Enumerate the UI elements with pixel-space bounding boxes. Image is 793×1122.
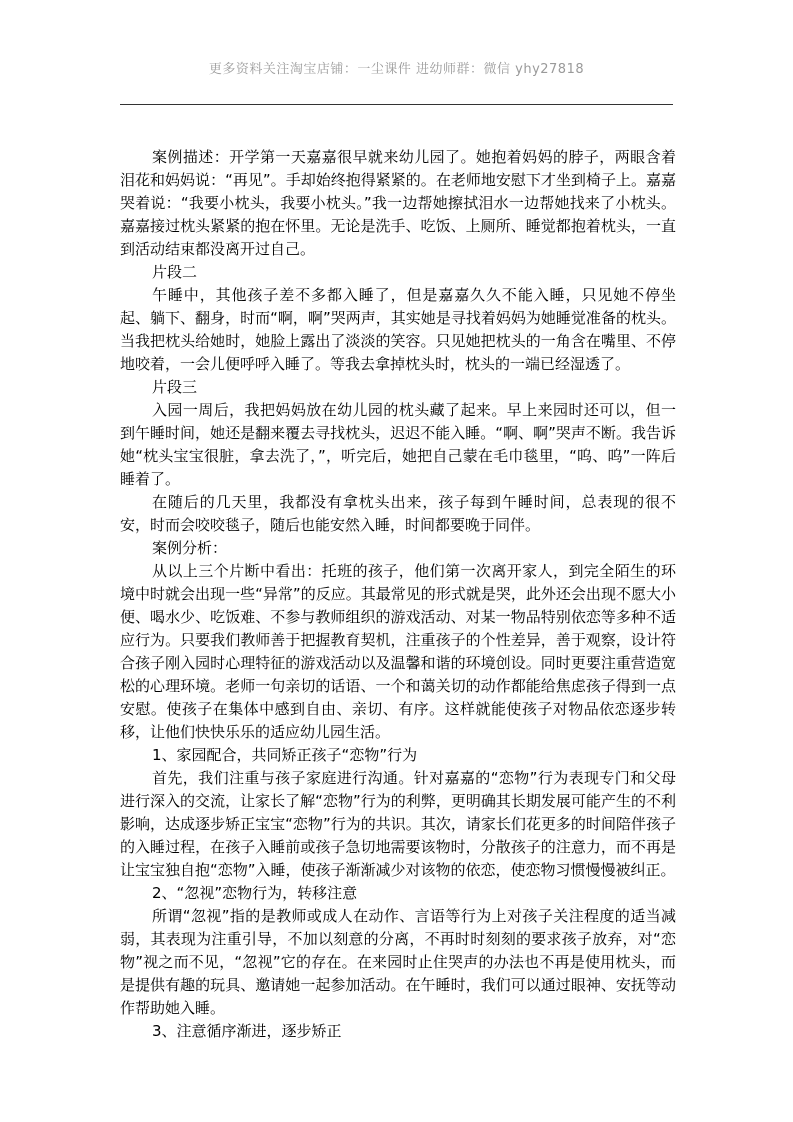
paragraph-home-cooperation: 首先，我们注重与孩子家庭进行沟通。针对嘉嘉的“恋物”行为表现专门和父母进行深入的交流，让家长了解“恋物”行为的利弊，更明确其长期发展可能产生的不利影响，达成逐步矫正宝宝“恋物”行为的共识。其次，请家长们花更多的时间陪伴孩子的入睡过程，在孩子入睡前或孩子急切地需要该物时，分散孩子的注意力，而不再是让宝宝独自抱“恋物”入睡，使孩子渐渐减少对该物的依恋，使恋物习惯慢慢被纠正。 <box>120 769 676 879</box>
paragraph-section-heading: 案例分析： <box>152 539 228 557</box>
document-body <box>120 146 676 1043</box>
paragraph-segment-three: 入园一周后，我把妈妈放在幼儿园的枕头藏了起来。早上来园时还可以，但一到午睡时间，她还是翻来覆去寻找枕头，迟迟不能入睡。“啊、啊”哭声不断。我告诉她“枕头宝宝很脏，拿去洗了，”，听完后，她把自己蒙在毛巾毯里，“呜、呜”一阵后睡着了。 <box>120 401 676 488</box>
paragraph-ignore-behavior: 所谓“忽视”指的是教师或成人在动作、言语等行为上对孩子关注程度的适当减弱，其表现为注重引导，不加以刻意的分离，不再时时刻刻的要求孩子放弃，对“恋物”视之而不见，“忽视”它的存在。在来园时止住哭声的办法也不再是使用枕头，而是提供有趣的玩具、邀请她一起参加活动。在午睡时，我们可以通过眼神、安抚等动作帮助她入睡。 <box>120 907 676 1017</box>
paragraph-segment-two: 午睡中，其他孩子差不多都入睡了，但是嘉嘉久久不能入睡，只见她不停坐起、躺下、翻身，时而“啊，啊”哭两声，其实她是寻找着妈妈为她睡觉准备的枕头。当我把枕头给她时，她脸上露出了淡淡的笑容。只见她把枕头的一角含在嘴里、不停地咬着，一会儿便呼呼入睡了。等我去拿掉枕头时，枕头的一端已经湿透了。 <box>120 286 676 373</box>
paragraph-case-analysis: 从以上三个片断中看出：托班的孩子，他们第一次离开家人，到完全陌生的环境中时就会出现一些“异常”的反应。其最常见的形式就是哭，此外还会出现不愿大小便、喝水少、吃饭难、不参与教师组织的游戏活动、对某一物品特别依恋等多种不适应行为。只要我们教师善于把握教育契机，注重孩子的个性差异，善于观察，设计符合孩子刚入园时心理特征的游戏活动以及温馨和谐的环境创设。同时更要注重营造宽松的心理环境。老师一句亲切的话语、一个和蔼关切的动作都能给焦虑孩子得到一点安慰。使孩子在集体中感到自由、亲切、有序。这样就能使孩子对物品依恋逐步转移，让他们快快乐乐的适应幼儿园生活。 <box>120 562 676 741</box>
header-divider <box>120 104 673 105</box>
paragraph-case-description: 案例描述：开学第一天嘉嘉很早就来幼儿园了。她抱着妈妈的脖子，两眼含着泪花和妈妈说：“再见”。手却始终抱得紧紧的。在老师地安慰下才坐到椅子上。嘉嘉哭着说：“我要小枕头，我要小枕头。”我一边帮她擦拭泪水一边帮她找来了小枕头。嘉嘉接过枕头紧紧的抱在怀里。无论是洗手、吃饭、上厕所、睡觉都抱着枕头，一直到活动结束都没离开过自己。 <box>120 148 676 258</box>
paragraph-section-heading: 片段三 <box>152 378 198 396</box>
paragraph-subheading: 3、注意循序渐进，逐步矫正 <box>152 1022 342 1040</box>
paragraph-section-heading: 片段二 <box>152 263 198 281</box>
paragraph-subheading: 2、“忽视”恋物行为，转移注意 <box>152 884 358 902</box>
paragraph-subheading: 1、家园配合，共同矫正孩子“恋物”行为 <box>152 746 418 764</box>
page-header: 更多资料关注淘宝店铺：一尘课件 进幼师群：微信 yhy27818 <box>208 62 585 77</box>
paragraph-following-days: 在随后的几天里，我都没有拿枕头出来，孩子每到午睡时间，总表现的很不安，时而会咬咬毯子，随后也能安然入睡，时间都要晚于同伴。 <box>120 493 676 534</box>
